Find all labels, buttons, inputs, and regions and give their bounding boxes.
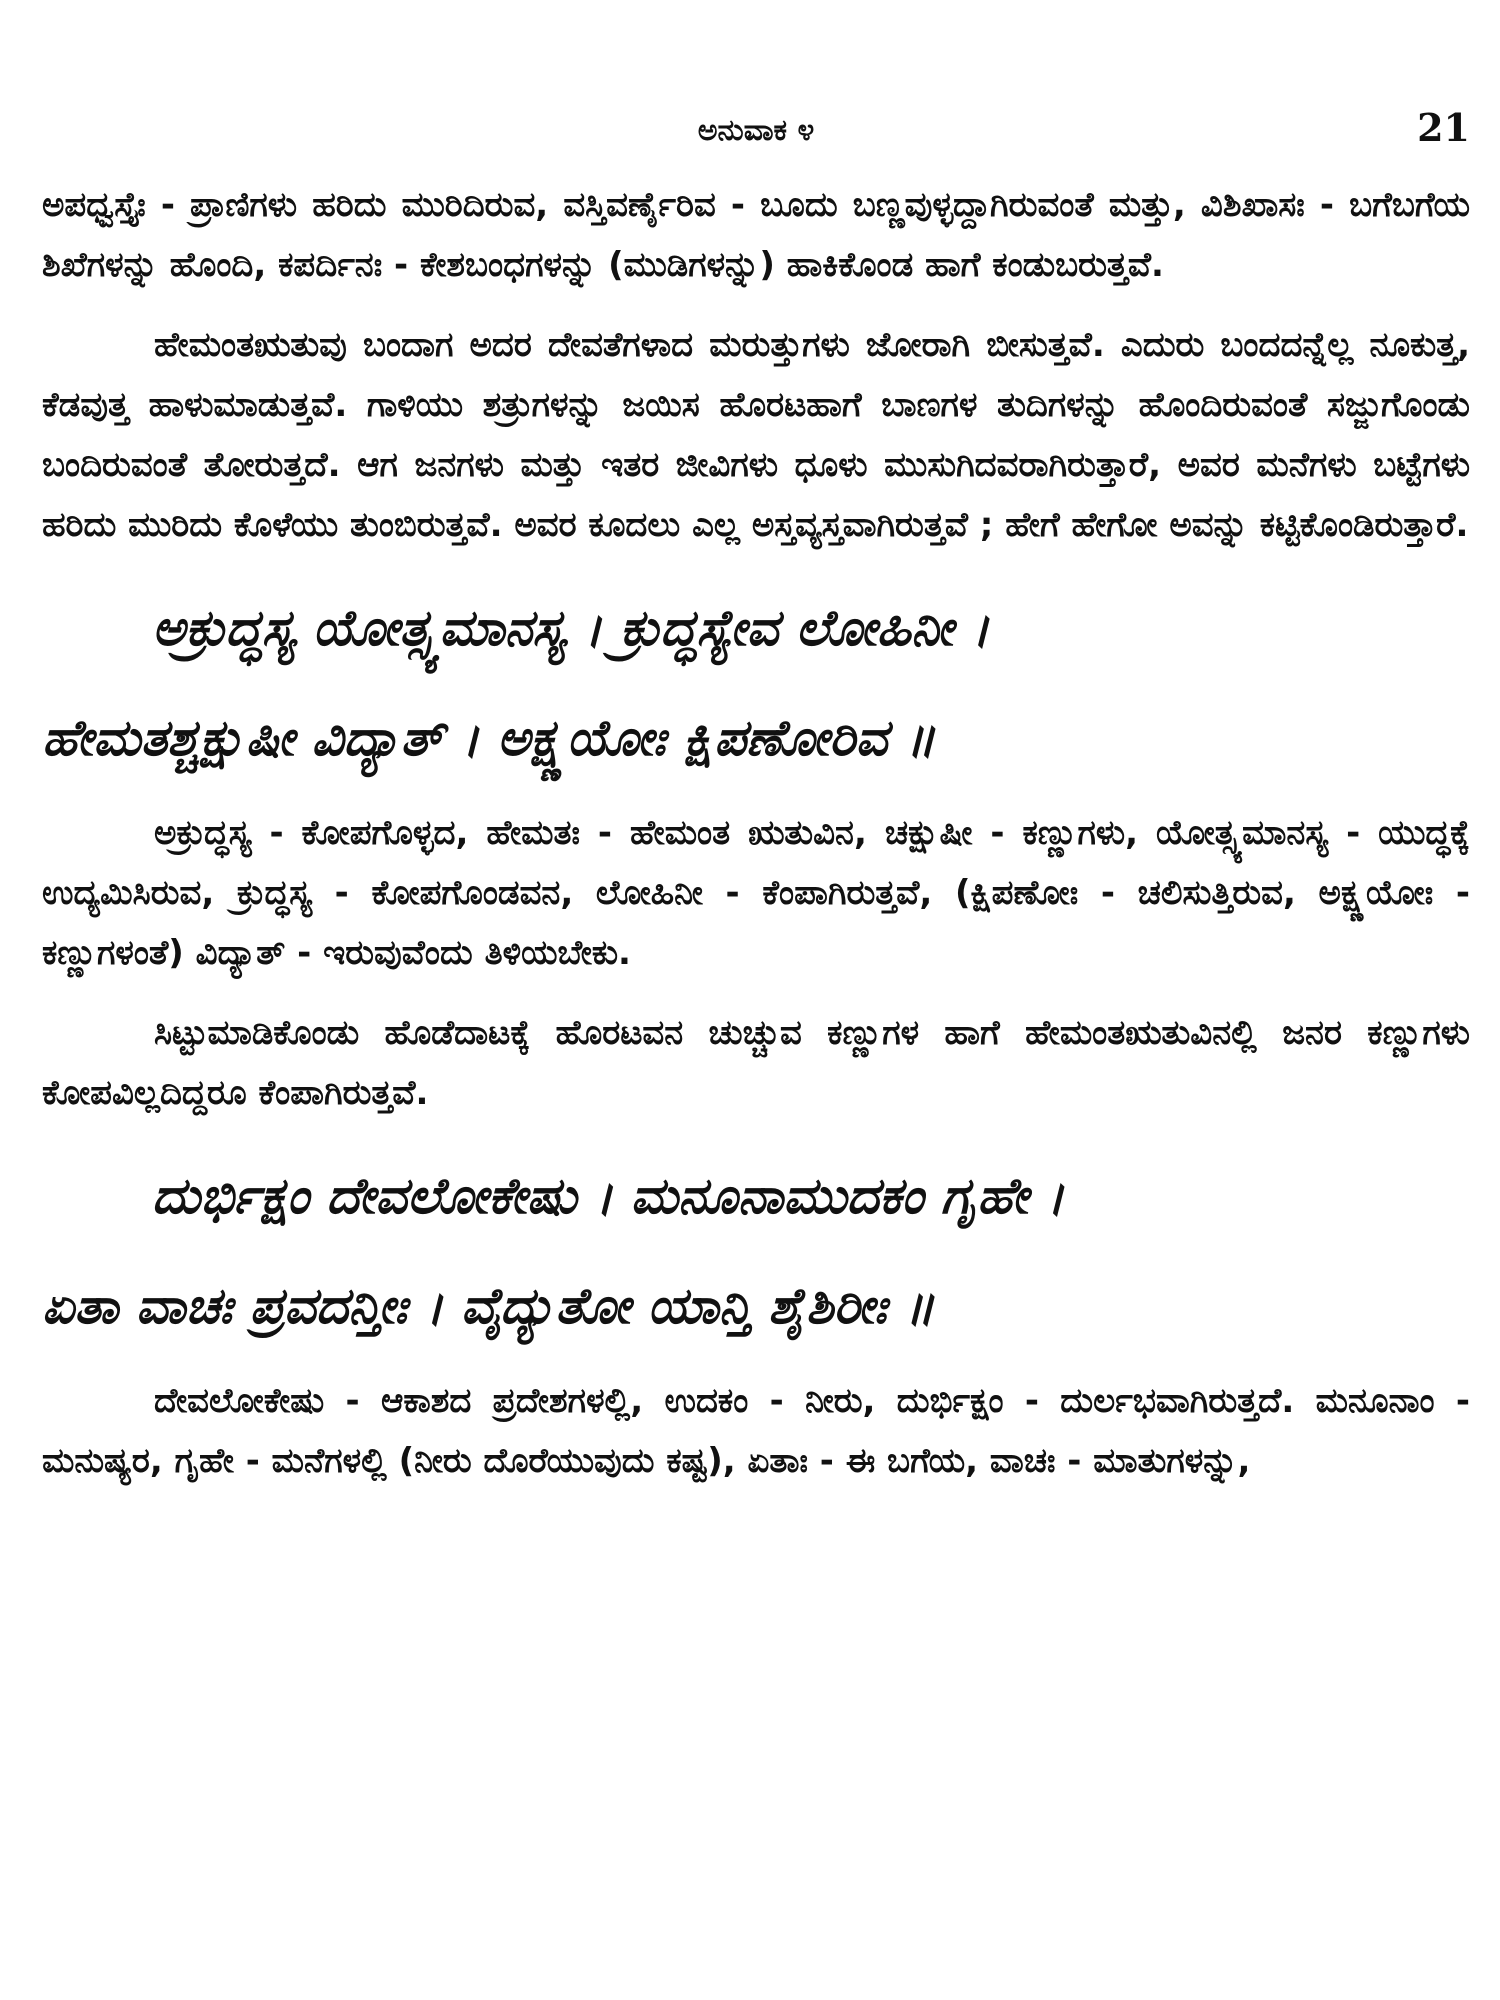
verse-2-line-1: ದುರ್ಭಿಕ್ಷಂ ದೇವಲೋಕೇಷು । ಮನೂನಾಮುದಕಂ ಗೃಹೇ । [152, 1167, 1065, 1225]
explanation-paragraph-3: ದೇವಲೋಕೇಷು - ಆಕಾಶದ ಪ್ರದೇಶಗಳಲ್ಲಿ, ಉದಕಂ - ನೀರು, ದುರ್ಭಿಕ್ಷಂ - ದುರ್ಲಭವಾಗಿರುತ್ತದೆ. ಮನೂನಾಂ - ಮನುಷ್ಯರ, ಗೃಹೇ - ಮನೆಗಳಲ್ಲಿ (ನೀರು ದೊರೆಯುವುದು ಕಷ್ಟ), ಏತಾಃ - ಈ ಬಗೆಯ, ವಾಚಃ - ಮಾತುಗಳನ್ನು, [42, 1381, 1470, 1481]
explanation-paragraph-1: ಹೇಮಂತಋತುವು ಬಂದಾಗ ಅದರ ದೇವತೆಗಳಾದ ಮರುತ್ತುಗಳು ಜೋರಾಗಿ ಬೀಸುತ್ತವೆ. ಎದುರು ಬಂದದನ್ನೆಲ್ಲ ನೂಕುತ್ತ, ಕೆಡವುತ್ತ ಹಾಳುಮಾಡುತ್ತವೆ. ಗಾಳಿಯು ಶತ್ರುಗಳನ್ನು ಜಯಿಸ ಹೊರಟಹಾಗೆ ಬಾಣಗಳ ತುದಿಗಳನ್ನು ಹೊಂದಿರುವಂತೆ ಸಜ್ಜುಗೊಂಡು ಬಂದಿರುವಂತೆ ತೋರುತ್ತದೆ. ಆಗ ಜನಗಳು ಮತ್ತು ಇತರ ಜೀವಿಗಳು ಧೂಳು ಮುಸುಗಿದವರಾಗಿರುತ್ತಾರೆ, ಅವರ ಮನೆಗಳು ಬಟ್ಟೆಗಳು ಹರಿದು ಮುರಿದು ಕೊಳೆಯು ತುಂಬಿರುತ್ತವೆ. ಅವರ ಕೂದಲು ಎಲ್ಲ ಅಸ್ತವ್ಯಸ್ತವಾಗಿರುತ್ತವೆ ; ಹೇಗೆ ಹೇಗೋ ಅವನ್ನು ಕಟ್ಟಿಕೊಂಡಿರುತ್ತಾರೆ. [42, 325, 1470, 545]
verse-1-line-2: ಹೇಮತಶ್ಚಕ್ಷುಷೀ ವಿದ್ಯಾತ್ । ಅಕ್ಷ್ಣಯೋಃ ಕ್ಷಿಪಣೋರಿವ ॥ [42, 709, 936, 767]
running-header [42, 105, 1470, 175]
verse-2-line-2: ಏತಾ ವಾಚಃ ಪ್ರವದನ್ತೀಃ । ವೈದ್ಯುತೋ ಯಾನ್ತಿ ಶೈಶಿರೀಃ ॥ [42, 1277, 935, 1335]
page-number: 21 [1417, 105, 1470, 150]
book-page [42, 105, 1470, 1985]
gloss-paragraph-1: ಅಪಧ್ವಸ್ತೈಃ - ಪ್ರಾಣಿಗಳು ಹರಿದು ಮುರಿದಿರುವ, ವಸ್ತಿವರ್ಣೈರಿವ - ಬೂದು ಬಣ್ಣವುಳ್ಳದ್ದಾಗಿರುವಂತೆ ಮತ್ತು, ವಿಶಿಖಾಸಃ - ಬಗೆಬಗೆಯ ಶಿಖೆಗಳನ್ನು ಹೊಂದಿ, ಕಪರ್ದಿನಃ - ಕೇಶಬಂಧಗಳನ್ನು (ಮುಡಿಗಳನ್ನು) ಹಾಕಿಕೊಂಡ ಹಾಗೆ ಕಂಡುಬರುತ್ತವೆ. [42, 185, 1470, 285]
verse-block-2 [42, 1141, 1470, 1361]
explanation-paragraph-2: ಸಿಟ್ಟುಮಾಡಿಕೊಂಡು ಹೊಡೆದಾಟಕ್ಕೆ ಹೊರಟವನ ಚುಚ್ಚುವ ಕಣ್ಣುಗಳ ಹಾಗೆ ಹೇಮಂತಋತುವಿನಲ್ಲಿ ಜನರ ಕಣ್ಣುಗಳು ಕೋಪವಿಲ್ಲದಿದ್ದರೂ ಕೆಂಪಾಗಿರುತ್ತವೆ. [42, 1013, 1470, 1113]
running-title: ಅನುವಾಕ ೪ [697, 113, 815, 148]
verse-1-line-1: ಅಕ್ರುದ್ಧಸ್ಯ ಯೋತ್ಸ್ಯಮಾನಸ್ಯ । ಕ್ರುದ್ಧಸ್ಯೇವ ಲೋಹಿನೀ । [152, 599, 990, 657]
verse-block-1 [42, 573, 1470, 793]
gloss-paragraph-2: ಅಕ್ರುದ್ಧಸ್ಯ - ಕೋಪಗೊಳ್ಳದ, ಹೇಮತಃ - ಹೇಮಂತ ಋತುವಿನ, ಚಕ್ಷುಷೀ - ಕಣ್ಣುಗಳು, ಯೋತ್ಸ್ಯಮಾನಸ್ಯ - ಯುದ್ಧಕ್ಕೆ ಉದ್ಯಮಿಸಿರುವ, ಕ್ರುದ್ಧಸ್ಯ - ಕೋಪಗೊಂಡವನ, ಲೋಹಿನೀ - ಕೆಂಪಾಗಿರುತ್ತವೆ, (ಕ್ಷಿಪಣೋಃ - ಚಲಿಸುತ್ತಿರುವ, ಅಕ್ಷ್ಣಯೋಃ - ಕಣ್ಣುಗಳಂತೆ) ವಿದ್ಯಾತ್ - ಇರುವುವೆಂದು ತಿಳಿಯಬೇಕು. [42, 813, 1470, 973]
